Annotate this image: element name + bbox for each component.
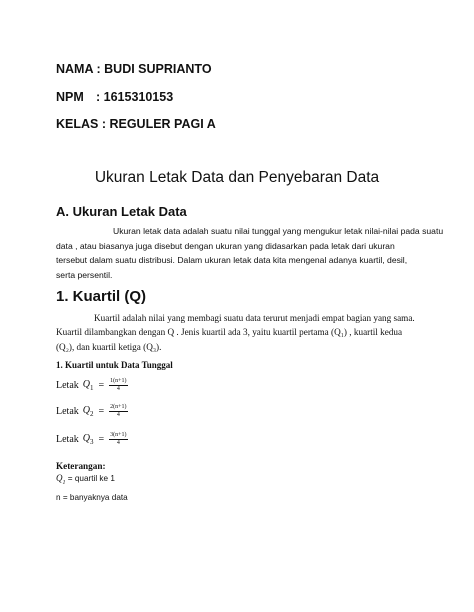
kelas-line: KELAS : REGULER PAGI A [56, 117, 216, 131]
section-1-paragraph [56, 311, 415, 354]
subsection-heading: 1. Kuartil untuk Data Tunggal [56, 360, 173, 370]
formula-symbol: $Q_1$ [82, 379, 94, 392]
fraction-numerator: 2(n+1) [110, 404, 127, 410]
formula-equals: = [98, 380, 105, 391]
formula-q3 [56, 432, 128, 447]
fraction-denominator: 4 [116, 386, 120, 392]
fraction-numerator: 3(n+1) [110, 432, 127, 438]
formula-q1 [56, 378, 128, 393]
nama-line: NAMA : BUDI SUPRIANTO [56, 62, 212, 76]
npm-value: : 1615310153 [96, 90, 174, 104]
keterangan-q1 [56, 473, 115, 486]
paragraph-line: data , atau biasanya juga disebut dengan ukuran yang didasarkan pada letak dari ukuran [56, 240, 395, 251]
paragraph-line: tersebut dalam suatu distribusi. Dalam ukuran letak data kita mengenal adanya kuartil, desil, [56, 255, 408, 266]
fraction-denominator: 4 [116, 440, 120, 446]
paragraph-line: (Q₂), dan kuartil ketiga (Q₃). [56, 341, 162, 352]
formula-symbol: $Q_2$ [82, 405, 94, 418]
q-description: = quartil ke 1 [67, 474, 115, 483]
formula-equals: = [98, 406, 105, 417]
formula-fraction [109, 404, 127, 419]
section-a-paragraph [56, 224, 443, 283]
formula-q2 [56, 404, 128, 419]
formula-prefix: Letak [56, 380, 79, 391]
formula-fraction [109, 378, 127, 393]
section-a-heading: A. Ukuran Letak Data [56, 204, 187, 219]
formula-prefix: Letak [56, 434, 79, 445]
formula-symbol: $Q_3$ [82, 433, 94, 446]
document-title: Ukuran Letak Data dan Penyebaran Data [94, 169, 380, 186]
formula-fraction [109, 432, 127, 447]
keterangan-heading: Keterangan: [56, 461, 106, 471]
formula-prefix: Letak [56, 406, 79, 417]
fraction-denominator: 4 [116, 412, 120, 418]
fraction-numerator: 1(n+1) [110, 378, 127, 384]
section-1-heading: 1. Kuartil (Q) [56, 288, 147, 305]
keterangan-n: n = banyaknya data [56, 493, 128, 502]
paragraph-line: Ukuran letak data adalah suatu nilai tunggal yang mengukur letak nilai-nilai pada suatu [113, 226, 444, 236]
paragraph-line: serta persentil. [56, 270, 113, 281]
formula-equals: = [98, 434, 105, 445]
paragraph-line: Kuartil adalah nilai yang membagi suatu data terurut menjadi empat bagian yang sama. [94, 313, 415, 323]
npm-label: NPM [56, 90, 84, 104]
paragraph-line: Kuartil dilambangkan dengan Q . Jenis kuartil ada 3, yaitu kuartil pertama (Q₁) , kuartil kedua [56, 327, 403, 338]
q-symbol: $Q_1$ [56, 473, 66, 486]
